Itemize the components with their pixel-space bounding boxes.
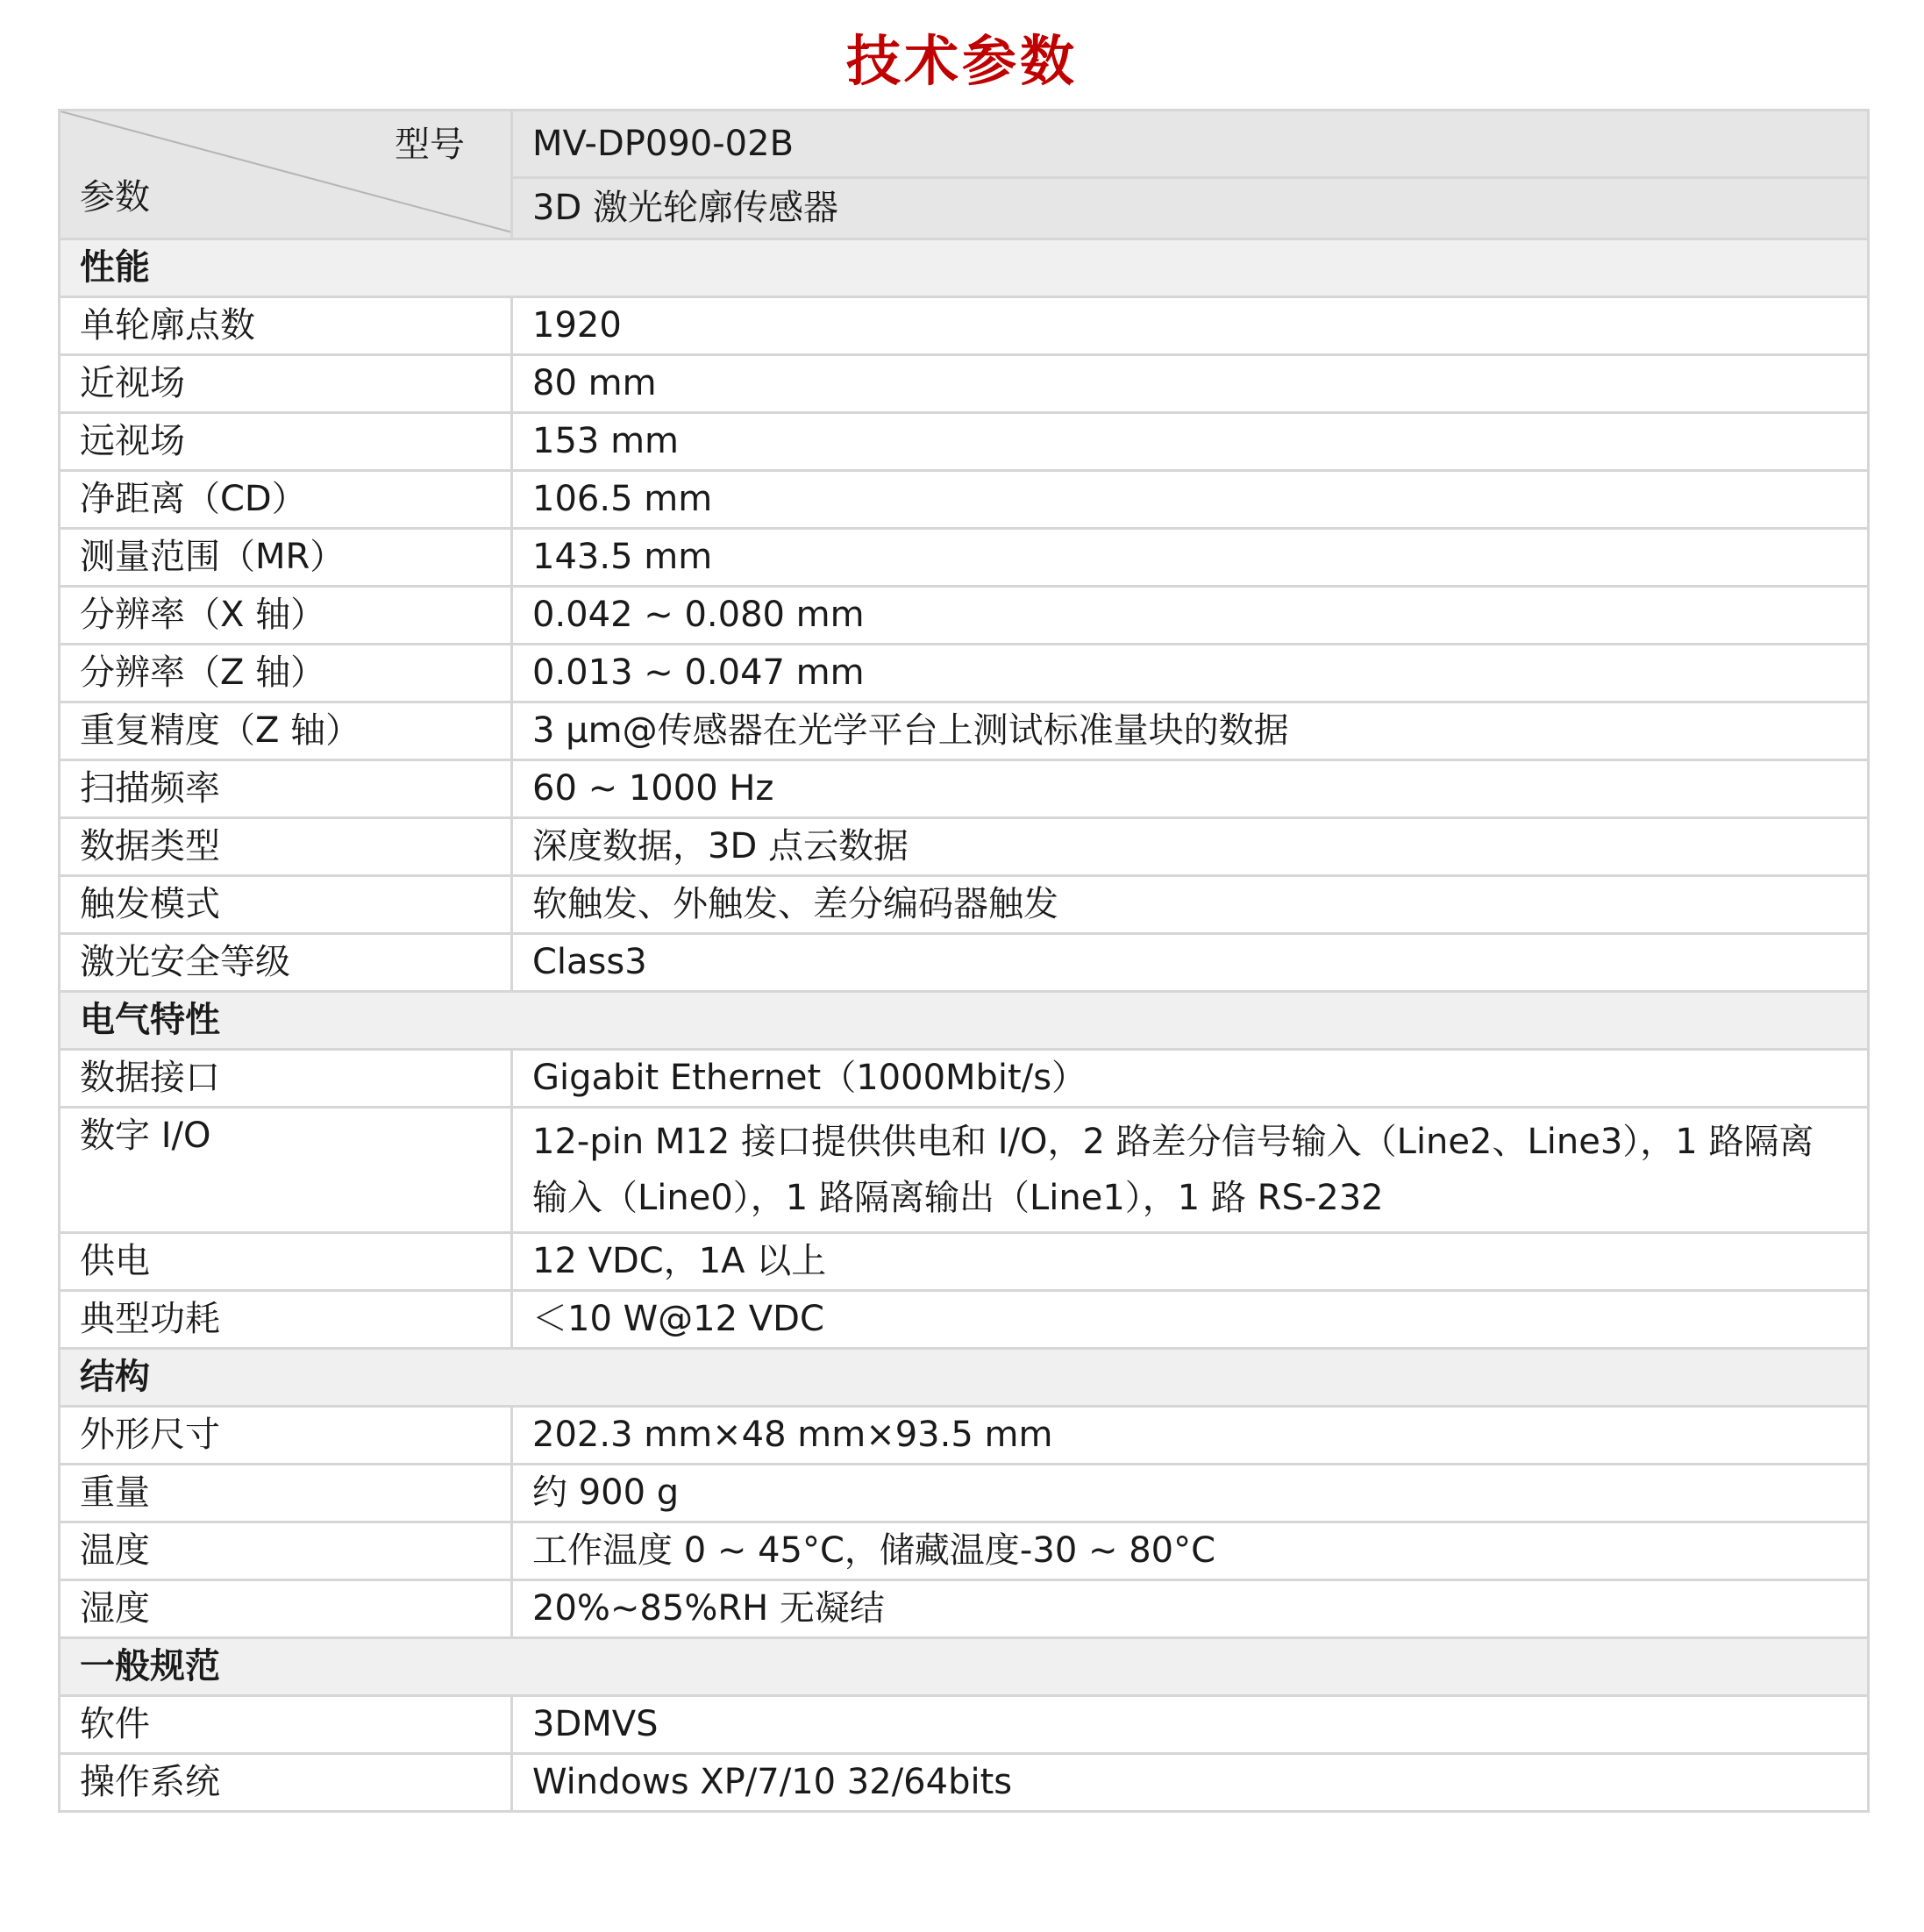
spec-label: 净距离（CD） [60, 471, 512, 529]
spec-value: 软触发、外触发、差分编码器触发 [512, 876, 1869, 934]
spec-label: 扫描频率 [60, 760, 512, 818]
spec-label: 触发模式 [60, 876, 512, 934]
spec-value: 60 ~ 1000 Hz [512, 760, 1869, 818]
section-title: 一般规范 [60, 1638, 1869, 1696]
spec-label: 软件 [60, 1696, 512, 1754]
spec-value: 143.5 mm [512, 529, 1869, 587]
section-title: 电气特性 [60, 992, 1869, 1050]
spec-value: 12-pin M12 接口提供供电和 I/O，2 路差分信号输入（Line2、Line3），1 路隔离输入（Line0），1 路隔离输出（Line1），1 路 RS-232 [512, 1108, 1869, 1233]
spec-value: Gigabit Ethernet（1000Mbit/s） [512, 1050, 1869, 1108]
spec-label: 重复精度（Z 轴） [60, 702, 512, 760]
spec-row [60, 587, 1869, 645]
spec-value: Windows XP/7/10 32/64bits [512, 1754, 1869, 1812]
spec-value: 202.3 mm×48 mm×93.5 mm [512, 1407, 1869, 1465]
spec-row [60, 1050, 1869, 1108]
section-header-general [60, 1638, 1869, 1696]
spec-label: 外形尺寸 [60, 1407, 512, 1465]
section-title: 结构 [60, 1349, 1869, 1407]
spec-row [60, 760, 1869, 818]
spec-label: 近视场 [60, 355, 512, 413]
spec-value: 深度数据，3D 点云数据 [512, 818, 1869, 876]
spec-label: 重量 [60, 1465, 512, 1522]
spec-value: 80 mm [512, 355, 1869, 413]
spec-row [60, 1291, 1869, 1349]
spec-label: 典型功耗 [60, 1291, 512, 1349]
spec-row [60, 1696, 1869, 1754]
spec-label: 激光安全等级 [60, 934, 512, 992]
spec-row [60, 413, 1869, 471]
spec-row [60, 1465, 1869, 1522]
spec-row [60, 702, 1869, 760]
spec-row [60, 355, 1869, 413]
spec-value: 3DMVS [512, 1696, 1869, 1754]
model-value: MV-DP090-02B [512, 111, 1869, 178]
spec-row [60, 297, 1869, 355]
spec-row [60, 934, 1869, 992]
spec-label: 远视场 [60, 413, 512, 471]
spec-row [60, 529, 1869, 587]
spec-label: 操作系统 [60, 1754, 512, 1812]
spec-row [60, 645, 1869, 702]
spec-row [60, 1754, 1869, 1812]
spec-label: 数据接口 [60, 1050, 512, 1108]
spec-value: Class3 [512, 934, 1869, 992]
spec-label: 数字 I/O [60, 1108, 512, 1233]
header-diagonal-cell [60, 111, 512, 239]
section-header-structure [60, 1349, 1869, 1407]
spec-value: 0.042 ~ 0.080 mm [512, 587, 1869, 645]
spec-value: 工作温度 0 ~ 45°C，储藏温度-30 ~ 80°C [512, 1522, 1869, 1580]
spec-value: 0.013 ~ 0.047 mm [512, 645, 1869, 702]
spec-row [60, 818, 1869, 876]
spec-value: 约 900 g [512, 1465, 1869, 1522]
spec-row [60, 1108, 1869, 1233]
spec-row [60, 1522, 1869, 1580]
section-title: 性能 [60, 239, 1869, 297]
section-header-electrical [60, 992, 1869, 1050]
spec-row [60, 471, 1869, 529]
spec-label: 单轮廓点数 [60, 297, 512, 355]
spec-value: 3 μm@传感器在光学平台上测试标准量块的数据 [512, 702, 1869, 760]
spec-label: 供电 [60, 1233, 512, 1291]
spec-table [58, 109, 1870, 1813]
spec-label: 数据类型 [60, 818, 512, 876]
spec-value: 153 mm [512, 413, 1869, 471]
section-header-performance [60, 239, 1869, 297]
spec-value: 1920 [512, 297, 1869, 355]
product-type-value: 3D 激光轮廓传感器 [512, 177, 1869, 239]
spec-label: 湿度 [60, 1580, 512, 1638]
model-label: 型号 [395, 125, 465, 165]
spec-label: 温度 [60, 1522, 512, 1580]
header-row [60, 111, 1869, 178]
spec-row [60, 1233, 1869, 1291]
spec-value: 12 VDC，1A 以上 [512, 1233, 1869, 1291]
spec-row [60, 876, 1869, 934]
spec-value: ＜10 W@12 VDC [512, 1291, 1869, 1349]
spec-row [60, 1580, 1869, 1638]
spec-label: 分辨率（X 轴） [60, 587, 512, 645]
spec-row [60, 1407, 1869, 1465]
spec-label: 分辨率（Z 轴） [60, 645, 512, 702]
spec-label: 测量范围（MR） [60, 529, 512, 587]
spec-value: 20%~85%RH 无凝结 [512, 1580, 1869, 1638]
page-title: 技术参数 [845, 29, 1078, 93]
spec-value: 106.5 mm [512, 471, 1869, 529]
param-label: 参数 [80, 177, 150, 217]
